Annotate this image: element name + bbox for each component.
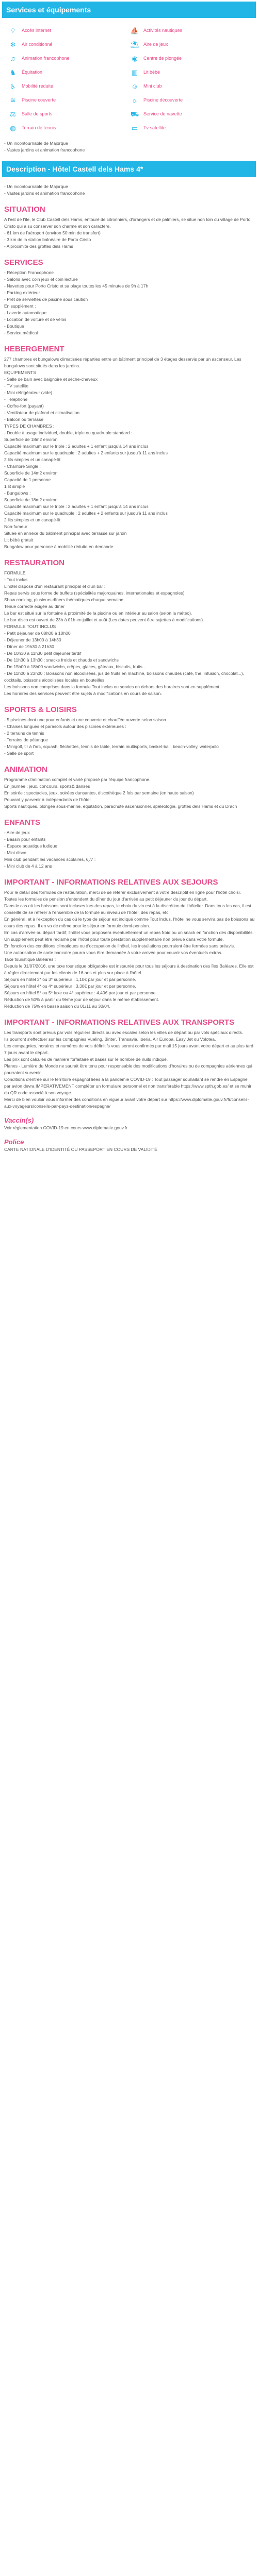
outdoor-pool-icon: ☼ [132,96,138,104]
wheelchair-icon: ♿ [10,82,16,90]
animation-text [2,776,256,810]
intro-line: - Vastes jardins et animation francophone [4,147,85,152]
paragraph: Planes - Lumière du Monde ne saurait être tenu pour responsable des modifications d'horaires ou de compagnies aériennes qui pourraient survenir. [4,1063,252,1075]
paragraph: Superficie de 18m2 environ [4,437,58,442]
service-item [128,122,245,134]
paragraph: - Petit déjeuner de 08h00 à 10h00 [4,631,71,636]
service-label: Aire de jeux [143,41,168,47]
service-item [6,94,123,106]
paragraph: Mini club pendant les vacances scolaires, 6j/7 : [4,857,96,862]
paragraph: - Dîner de 19h30 à 21h30 [4,644,54,649]
service-label: Activités nautiques [143,27,183,33]
paragraph: TYPES DE CHAMBRES : [4,423,55,429]
paragraph: - 3 km de la station balnéaire de Porto Cristo [4,237,91,242]
service-label: Terrain de tennis [22,125,56,130]
important2-title: IMPORTANT - INFORMATIONS RELATIVES AUX TRANSPORTS [4,1018,235,1027]
paragraph: - Bassin pour enfants [4,837,46,842]
paragraph: Dans le cas où les boissons sont incluses lors des repas, le choix du vin est à la discrétion de l'hôtelier. Dans tous les cas, il est conseillé de se référer à l'ensemble de la formule au niveau de l'hôtel, des repas, etc. [4,903,251,915]
paragraph: - 5 piscines dont une pour enfants et une couverte et chauffée ouverte selon saison [4,717,166,722]
service-label: Piscine découverte [143,97,183,103]
important1-text [2,889,256,1010]
hebergement-title: HEBERGEMENT [4,345,64,353]
sports-text [2,717,256,757]
paragraph: Ils pourront s'effectuer sur les compagnies Vueling, Binter, Transavia, Iberia, Air Europa, Easy Jet ou Volotea. [4,1037,216,1042]
paragraph: Superficie de 18m2 environ [4,497,58,502]
gym-icon: ⚖ [10,110,16,118]
crib-icon: ▥ [131,68,138,76]
paragraph: Conditions d'entrée sur le territoire espagnol liées à la pandémie COVID-19 : Tout passager souhaitant se rendre en Espagne par avion devra IMPERATIVEMENT compléter un formulaire personnel et non transférable https://www.spth.gob.es/ et se munir du QR code associé à son voyage. [4,1077,252,1095]
services_section-text [2,269,256,336]
boat-icon: ⛵ [130,26,139,35]
paragraph: - Parking extérieur [4,290,40,295]
intro-line: - Un incontournable de Majorque [4,141,68,146]
service-item [6,80,123,92]
service-label: Service de navette [143,111,182,116]
paragraph: Programme d'animation complet et varié proposé par l'équipe francophone. [4,777,151,782]
situation-title: SITUATION [4,205,45,214]
paragraph: - Chambre Single : [4,464,41,469]
paragraph: - Salle de sport [4,751,34,756]
paragraph: - Mini réfrigérateur (vide) [4,390,53,395]
paragraph: - TV satellite [4,383,29,388]
paragraph: - Double à usage individuel, double, triple ou quadruple standard : [4,430,133,435]
snowflake-icon: ❄ [10,40,16,48]
paragraph: Réduction de 50% à partir du 9ème jour de séjour dans le même établissement. [4,997,159,1002]
paragraph: Repas servis sous forme de buffets (spécialités majorquaines, internationales et espagnoles) [4,590,185,596]
paragraph: - Aire de jeux [4,830,30,835]
paragraph: - Mini club de 4 à 12 ans [4,863,52,869]
paragraph: Séjours en hôtel 4* ou 4* supérieur : 3,30€ par jour et par personne. [4,984,136,989]
services_section-title: SERVICES [4,258,43,267]
service-item [128,108,245,120]
paragraph: En cas d'arrivée ou départ tardif, l'hôtel vous proposera éventuellement un repas froid ou un snack en fonction des disponibilités. [4,930,254,935]
service-label: Air conditionné [22,41,53,47]
paragraph: Capacité maximum sur le triple : 2 adultes + 1 enfant jusqu'à 14 ans inclus [4,504,149,509]
paragraph: 2 lits simples et un canapé-lit [4,457,61,462]
paragraph: Séjours en hôtel 3* ou 3* supérieur : 1,10€ par jour et par personne. [4,977,136,982]
service-label: Mobilité réduite [22,83,54,89]
police-title: Police [4,1138,24,1146]
paragraph: Bungalow pour personne à mobilité réduite en demande. [4,544,115,549]
paragraph: - Location de voiture et de vélos [4,317,67,322]
paragraph: Toutes les formules de pension s'entendent du dîner du jour d'arrivée au petit déjeuner du jour du départ. [4,896,208,902]
paragraph: Lit bébé gratuit [4,537,34,543]
paragraph: - A proximité des grottes dels Hams [4,244,73,249]
service-item [128,94,245,106]
paragraph: - Ventilateur de plafond et climatisation [4,410,80,415]
paragraph: - 61 km de l'aéroport (environ 50 min de transfert) [4,230,101,235]
paragraph: - Bungalows : [4,490,31,496]
paragraph: En soirée : spectacles, jeux, soirées dansantes, discothèque 2 fois par semaine (en haute saison) [4,790,194,795]
intro-line: - Un incontournable de Majorque [4,184,68,189]
paragraph: - Service médical [4,330,38,335]
paragraph: 1 lit simple [4,484,25,489]
service-label: Tv satellite [143,125,166,130]
service-label: Accès internet [22,27,52,33]
playground-icon: ⛱ [130,40,139,48]
service-item [6,122,123,134]
vaccins-title: Vaccin(s) [4,1116,34,1124]
paragraph: Séjours en hôtel 5* ou 5* luxe ou 4* supérieur : 4,40€ par jour et par personne. [4,990,157,995]
enfants-title: ENFANTS [4,818,41,827]
paragraph: A l'est de l'île, le Club Castell dels Hams, entouré de citronniers, d'orangers et de palmiers, se situe non loin du village de Porto Cristo qui a su conserver son charme et son caractère. [4,217,251,229]
paragraph: Superficie de 14m2 environ [4,470,58,476]
paragraph: Les transports sont prévus par vols réguliers directs ou avec escales selon les villes de départ ou par vols spéciaux directs. [4,1030,244,1035]
paragraph: - Réception Francophone [4,270,54,275]
paragraph: En fonction des conditions climatiques ou d'occupation de l'hôtel, les installations pourraient être fermées sans préavis. [4,943,235,948]
paragraph: - Mini disco [4,850,26,855]
police-text [2,1146,256,1153]
paragraph: Réduction de 75% en basse saison du 01/11 au 30/04. [4,1004,110,1009]
service-label: Lit bébé [143,69,160,75]
restauration-title: RESTAURATION [4,558,64,567]
paragraph: - 2 terrains de tennis [4,731,44,736]
service-label: Équitation [22,69,43,75]
sports-title: SPORTS & LOISIRS [4,705,77,714]
wifi-icon: ⌔ [9,26,17,35]
service-item [128,66,245,78]
paragraph: EQUIPEMENTS [4,370,36,375]
paragraph: - De 15h00 à 18h00 sandwichs, crêpes, glaces, gâteaux, biscuits, fruits... [4,664,146,669]
paragraph: - Déjeuner de 13h00 à 14h30 [4,637,61,642]
paragraph: Capacité maximum sur le quadruple : 2 adultes + 2 enfants sur jusqu'à 11 ans inclus [4,511,168,516]
paragraph: - Boutique [4,324,24,329]
paragraph: - Espace aquatique ludique [4,843,58,849]
paragraph: - Chaises longues et parasols autour des piscines extérieures : [4,724,126,729]
paragraph: - Navettes pour Porto Cristo et sa plage toutes les 45 minutes de 9h à 17h [4,283,149,289]
paragraph: Voir réglementation COVID-19 en cours www.diplomatie.gouv.fr [4,1125,127,1130]
animation-title: ANIMATION [4,765,47,774]
paragraph: En supplément : [4,303,36,309]
paragraph: - Coffre-fort (payant) [4,403,44,409]
paragraph: 277 chambres et bungalows climatisées réparties entre un bâtiment principal de 3 étages desservis par un ascenseur. Les bungalows sont situés dans les jardins. [4,357,241,368]
paragraph: Depuis le 01/07/2016, une taxe touristique obligatoire est instaurée pour tous les séjours à destination des îles Baléares. Elle est à régler directement par les clients de 16 ans et plus sur place à l'hôtel. [4,963,254,975]
paragraph: Un supplément peut être réclamé par l'hôtel pour toute prestation supplémentaire non prévue dans votre formule. [4,937,224,942]
paragraph: - Laverie automatique [4,310,47,315]
important1-title: IMPORTANT - INFORMATIONS RELATIVES AUX SEJOURS [4,878,218,887]
paragraph: FORMULE TOUT INCLUS [4,624,56,629]
service-label: Salle de sports [22,111,53,116]
paragraph: - Tout inclus [4,577,28,582]
paragraph: Pouvant y parvenir à indépendants de l'hôtel [4,797,91,802]
service-item [6,66,123,78]
paragraph: Taxe touristique Baléares : [4,957,56,962]
paragraph: - De 11h30 à 13h30 : snacks froids et chauds et sandwichs [4,657,119,663]
paragraph: Pour le détail des formules de restauration, merci de se référer exclusivement à votre descriptif en ligne pour l'hôtel choisi. [4,890,241,895]
paragraph: - Salons avec coin jeux et coin lecture [4,277,78,282]
enfants-text [2,829,256,870]
paragraph: Non-fumeur [4,524,27,529]
paragraph: Une autorisation de carte bancaire pourra vous être demandée à votre arrivée pour couvrir vos éventuels extras. [4,950,222,955]
restauration-text [2,570,256,697]
service-label: Mini club [143,83,162,89]
paragraph: Show cooking, plusieurs dîners thématiques chaque semaine [4,597,124,602]
services-banner: Services et équipements [2,2,256,18]
service-item [128,80,245,92]
paragraph: Les boissons non comprises dans la formule Tout inclus ou servies en dehors des horaires sont en supplément. [4,684,221,689]
paragraph: Située en annexe du bâtiment principal avec terrasse sur jardin [4,531,127,536]
service-item [128,24,245,37]
paragraph: Capacité maximum sur le triple : 2 adultes + 1 enfant jusqu'à 14 ans inclus [4,444,149,449]
hebergement-text [2,356,256,550]
paragraph: L'hôtel dispose d'un restaurant principal et d'un bar : [4,584,106,589]
service-label: Animation francophone [22,55,70,61]
paragraph: 2 lits simples et un canapé-lit [4,517,61,522]
paragraph: Les compagnies, horaires et numéros de vols définitifs vous seront confirmés par mail 15 jours avant votre départ et au plus tard 7 jours avant le départ. [4,1043,253,1055]
paragraph: - Terrains de pétanque [4,737,48,742]
service-item [6,38,123,50]
tennis-icon: ◍ [10,124,16,132]
shuttle-icon: ⛟ [130,110,139,118]
situation-text [2,216,256,250]
intro-line: - Vastes jardins et animation francophone [4,191,85,196]
page [0,2,258,1155]
paragraph: En général, et à l'exception du cas où le type de séjour est indiqué comme Tout Inclus, l'hôtel ne vous servira pas de boissons au cours des repas. Il en va de même pour le séjour en formule demi-pension. [4,917,255,928]
intro-lines-b [2,177,256,197]
paragraph: - De 11h00 à 23h00 : Boissons non alcoolisées, jus de fruits en machine, boissons chaudes (café, thé, infusion, chocolat...), cocktails, boissons alcoolisées locales en bouteilles. [4,671,244,683]
vaccins-text [2,1125,256,1131]
service-item [128,38,245,50]
paragraph: Capacité maximum sur le quadruple : 2 adultes + 2 enfants sur jusqu'à 11 ans inclus [4,450,168,455]
paragraph: Les horaires des services peuvent être sujets à modifications en cours de saison. [4,691,162,696]
service-item [6,24,123,37]
paragraph: - Minigolf, tir à l'arc, squash, fléchettes, tennis de table, terrain multisports, basket-ball, beach-volley, waterpolo [4,744,219,749]
description-banner: Description - Hôtel Castell dels Hams 4* [2,161,256,177]
paragraph: En journée : jeux, concours, sports& danses [4,784,90,789]
horse-icon: ♞ [10,68,16,76]
intro-lines-a [2,134,256,154]
animation-icon: ♫ [10,54,15,62]
paragraph: Le bar est situé sur la fontaine à proximité de la piscine ou en intérieur au salon (selon la météo). [4,611,192,616]
kids-icon: ☺ [131,82,138,90]
paragraph: - Téléphone [4,397,28,402]
service-label: Centre de plongée [143,55,182,61]
service-item [6,52,123,64]
paragraph: FORMULE [4,570,26,575]
important2-text [2,1029,256,1110]
content-sections [2,205,256,1153]
paragraph: - Prêt de serviettes de piscine sous caution [4,297,88,302]
paragraph: - De 10h30 à 11h30 petit déjeuner tardif [4,651,82,656]
paragraph: Tenue correcte exigée au dîner [4,604,65,609]
services-grid [2,18,245,134]
paragraph: CARTE NATIONALE D'IDENTITÉ OU PASSEPORT EN COURS DE VALIDITÉ [4,1147,157,1152]
service-item [6,108,123,120]
diving-icon: ◉ [132,54,138,62]
paragraph: - Salle de bain avec baignoire et sèche-cheveux [4,377,98,382]
paragraph: Les prix sont calculés de manière forfaitaire et basés sur le nombre de nuits indiqué. [4,1057,168,1062]
paragraph: Merci de bien vouloir vous informer des conditions en vigueur avant votre départ sur https://www.diplomatie.gouv.fr/fr/conseils-aux-voyageurs/conseils-par-pays-destination/espagne/ [4,1097,249,1109]
paragraph: Capacité de 1 personne [4,477,51,482]
tv-icon: ▭ [131,124,138,132]
service-item [128,52,245,64]
indoor-pool-icon: ≋ [10,96,16,104]
paragraph: Sports nautiques, plongée sous-marine, équitation, parachute ascensionnel, spéléologie, grottes dels Hams et du Drach [4,804,237,809]
paragraph: Le bar disco est ouvert de 23h à 01h en juillet et août (Les dates peuvent être sujettes à modifications). [4,617,204,622]
service-label: Piscine couverte [22,97,56,103]
paragraph: - Balcon ou terrasse [4,417,44,422]
